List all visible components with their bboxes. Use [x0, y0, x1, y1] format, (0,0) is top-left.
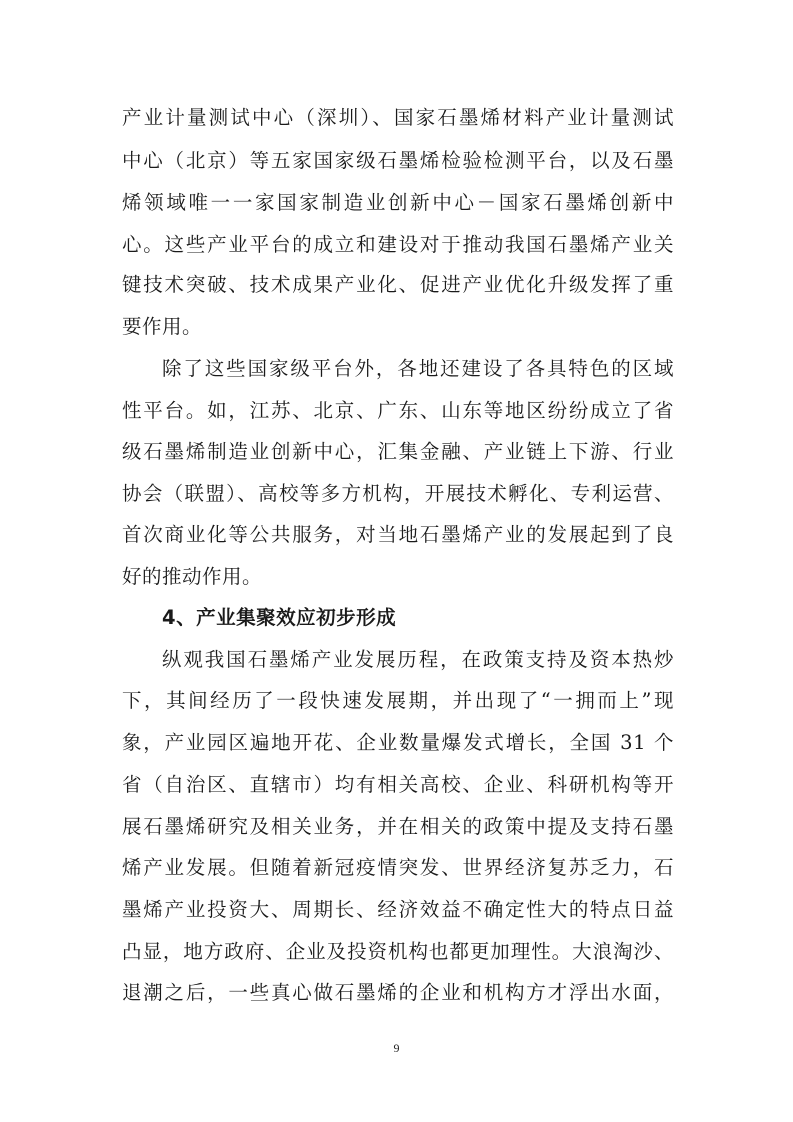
paragraph-3-line-6: 烯产业发展。但随着新冠疫情突发、世界经济复苏乏力，石: [122, 856, 674, 879]
paragraph-3-line-8: 凸显，地方政府、企业及投资机构也都更加理性。大浪淘沙、: [122, 940, 674, 963]
page-number: 9: [393, 1041, 400, 1055]
paragraph-3-line-9: 退潮之后，一些真心做石墨烯的企业和机构方才浮出水面，: [122, 981, 674, 1004]
paragraph-1-line-6: 要作用。: [122, 315, 203, 338]
paragraph-1-line-2: 中心（北京）等五家国家级石墨烯检验检测平台，以及石墨: [122, 149, 674, 172]
paragraph-1-line-5: 键技术突破、技术成果产业化、促进产业优化升级发挥了重: [122, 273, 674, 296]
paragraph-3-line-5: 展石墨烯研究及相关业务，并在相关的政策中提及支持石墨: [122, 815, 674, 838]
paragraph-3-line-2: 下，其间经历了一段快速发展期，并出现了“一拥而上”现: [122, 689, 674, 712]
paragraph-1-line-1: 产业计量测试中心（深圳）、国家石墨烯材料产业计量测试: [122, 106, 674, 129]
section-heading: 4、产业集聚效应初步形成: [162, 606, 397, 629]
paragraph-3-line-7: 墨烯产业投资大、周期长、经济效益不确定性大的特点日益: [122, 898, 674, 921]
paragraph-2-line-2: 性平台。如，江苏、北京、广东、山东等地区纷纷成立了省: [122, 399, 674, 422]
paragraph-2-line-1: 除了这些国家级平台外，各地还建设了各具特色的区域: [162, 357, 674, 380]
paragraph-3-line-4: 省（自治区、直辖市）均有相关高校、企业、科研机构等开: [122, 773, 674, 796]
paragraph-3-line-1: 纵观我国石墨烯产业发展历程，在政策支持及资本热炒: [162, 648, 674, 671]
paragraph-1-line-4: 心。这些产业平台的成立和建设对于推动我国石墨烯产业关: [122, 233, 674, 256]
paragraph-2-line-6: 好的推动作用。: [122, 565, 263, 588]
paragraph-2-line-3: 级石墨烯制造业创新中心，汇集金融、产业链上下游、行业: [122, 440, 674, 463]
paragraph-2-line-4: 协会（联盟）、高校等多方机构，开展技术孵化、专利运营、: [122, 482, 674, 505]
paragraph-1-line-3: 烯领域唯一一家国家制造业创新中心－国家石墨烯创新中: [122, 191, 674, 214]
paragraph-2-line-5: 首次商业化等公共服务，对当地石墨烯产业的发展起到了良: [122, 523, 674, 546]
paragraph-3-line-3: 象，产业园区遍地开花、企业数量爆发式增长，全国 31 个: [122, 731, 674, 754]
